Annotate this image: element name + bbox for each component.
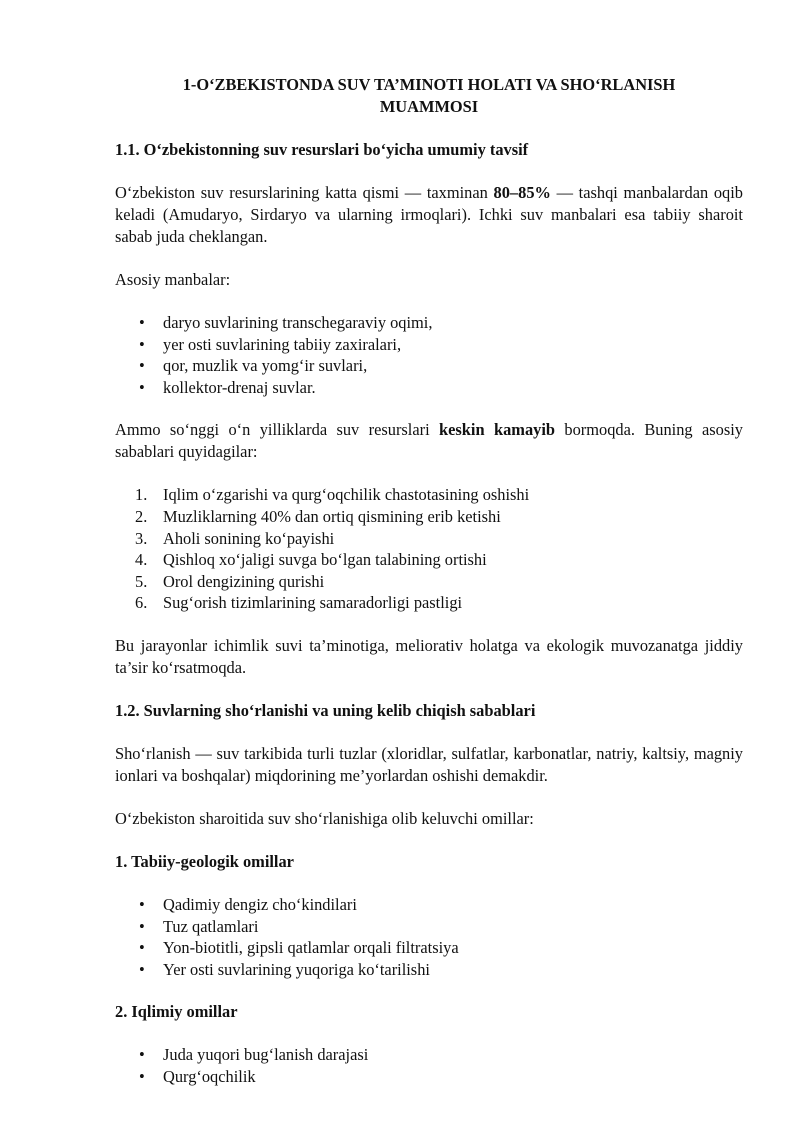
list-item: 6. Sug‘orish tizimlarining samaradorligi pastligi xyxy=(135,593,463,613)
sources-list xyxy=(115,312,743,398)
list-item: • Tuz qatlamlari xyxy=(139,916,259,936)
bullet-icon: • xyxy=(139,916,145,936)
list-item: • Juda yuqori bug‘lanish darajasi xyxy=(139,1045,369,1065)
list-item: 1. Iqlim o‘zgarishi va qurg‘oqchilik chastotasining oshishi xyxy=(135,485,530,505)
bullet-icon: • xyxy=(139,334,145,354)
list-item: • kollektor-drenaj suvlar. xyxy=(139,377,316,397)
list-item: • Yon-biotitli, gipsli qatlamlar orqali filtratsiya xyxy=(139,938,459,958)
sources-intro: Asosiy manbalar: xyxy=(115,270,231,289)
section-1-paragraph-2: Ammo so‘nggi o‘n yilliklarda suv resurslari keskin kamayib bormoqda. Buning asosiy sabablari quyidagilar: xyxy=(115,420,743,462)
bold-percentage: 80–85% xyxy=(493,183,551,202)
bullet-icon: • xyxy=(139,959,145,979)
section-2-paragraph-1: Sho‘rlanish — suv tarkibida turli tuzlar (xloridlar, sulfatlar, karbonatlar, natriy, kaltsiy, magniy ionlari va boshqalar) miqdorining me’yorlardan oshishi demakdir. xyxy=(115,743,743,785)
section-1-heading: 1.1. O‘zbekistonning suv resurslari bo‘yicha umumiy tavsif xyxy=(115,140,529,159)
list-item: • Yer osti suvlarining yuqoriga ko‘tarilishi xyxy=(139,959,430,979)
bullet-icon: • xyxy=(139,356,145,376)
section-2-heading: 1.2. Suvlarning sho‘rlanishi va uning kelib chiqish sabablari xyxy=(115,700,536,720)
list-item: 5. Orol dengizining qurishi xyxy=(135,571,325,591)
section-1-paragraph-3: Bu jarayonlar ichimlik suvi ta’minotiga, meliorativ holatga va ekologik muvozanatga jiddiy ta’sir ko‘rsatmoqda. xyxy=(115,635,743,677)
list-item: • qor, muzlik va yomg‘ir suvlari, xyxy=(139,356,368,376)
factor-1-list xyxy=(115,894,743,980)
bullet-icon: • xyxy=(139,938,145,958)
bullet-icon: • xyxy=(139,1066,145,1086)
factor-2-list xyxy=(115,1044,743,1087)
factor-2-heading: 2. Iqlimiy omillar xyxy=(115,1002,238,1022)
bullet-icon: • xyxy=(139,1045,145,1065)
bullet-icon: • xyxy=(139,313,145,332)
list-item: • daryo suvlarining transchegaraviy oqimi, xyxy=(139,313,433,332)
factor-1-heading: 1. Tabiiy-geologik omillar xyxy=(115,851,294,871)
document-title: 1-O‘ZBEKISTONDA SUV TA’MINOTI HOLATI VA SHO‘RLANISH MUAMMOSI xyxy=(182,75,676,116)
list-item: 4. Qishloq xo‘jaligi suvga bo‘lgan talabining ortishi xyxy=(135,550,487,570)
section-1-paragraph-1: O‘zbekiston suv resurslarining katta qismi — taxminan 80–85% — tashqi manbalardan oqib keladi (Amudaryo, Sirdaryo va ularning irmoqlari). Ichki suv manbalari esa tabiiy sharoit sabab juda cheklangan. xyxy=(115,183,744,246)
reasons-list xyxy=(115,484,743,614)
list-item: 3. Aholi sonining ko‘payishi xyxy=(135,528,335,548)
list-item: • yer osti suvlarining tabiiy zaxiralari, xyxy=(139,334,402,354)
document-page xyxy=(115,74,743,1088)
bullet-icon: • xyxy=(139,377,145,397)
bold-keskin-kamayib: keskin kamayib xyxy=(439,420,556,440)
bullet-icon: • xyxy=(139,894,145,914)
list-item: • Qurg‘oqchilik xyxy=(139,1066,256,1086)
section-2-paragraph-2: O‘zbekiston sharoitida suv sho‘rlanishiga olib keluvchi omillar: xyxy=(115,808,534,828)
list-item: 2. Muzliklarning 40% dan ortiq qismining erib ketishi xyxy=(135,506,501,526)
list-item: • Qadimiy dengiz cho‘kindilari xyxy=(139,894,357,914)
